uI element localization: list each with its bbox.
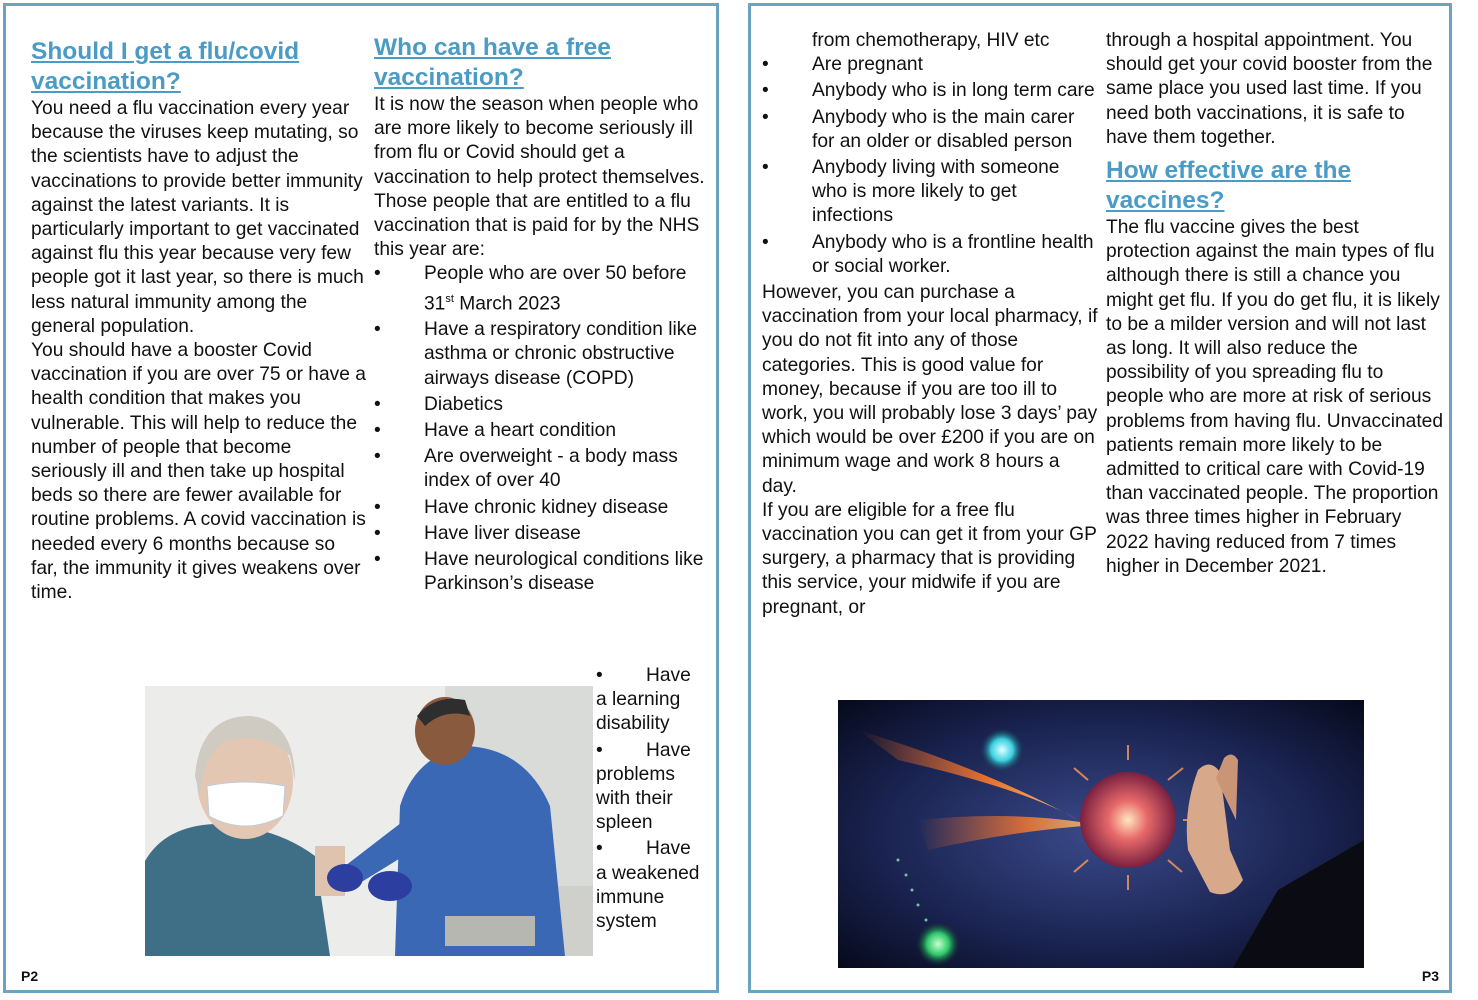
list-item: • Are pregnant	[762, 53, 1098, 77]
list-item: • Diabetics	[374, 393, 714, 417]
list-item: • People who are over 50 before 31st March 2023	[374, 262, 714, 316]
virus-hand-image	[838, 700, 1364, 968]
heading-should-i-get: Should I get a flu/covid vaccination?	[31, 38, 300, 95]
page-number: P2	[21, 968, 39, 984]
list-item: • Have chronic kidney disease	[374, 496, 714, 520]
list-item: • Have	[596, 838, 691, 860]
list-item: • Have liver disease	[374, 522, 714, 546]
column-effective	[1106, 29, 1446, 579]
para-flu-yearly: You need a flu vaccination every year because the viruses keep mutating, so the scientists have to adjust the vaccinations to provide better immunity against the latest variants. It is particularly important to get vaccinated against flu this year because very few people got it last year, so there is much less natural immunity among the general population.	[31, 98, 364, 337]
column-eligibility-cont	[762, 29, 1098, 620]
heading-how-effective: How effective are the vaccines?	[1106, 157, 1352, 215]
list-item: • Anybody who is a frontline health or social worker.	[762, 231, 1098, 279]
vaccination-photo-illustration	[145, 686, 593, 956]
column-who-free	[374, 33, 714, 598]
para-season-intro: It is now the season when people who are more likely to become seriously ill from flu or Covid should get a vaccination to help protect themselves. Those people that are entitled to a flu vaccination that is paid for by the NHS this year are:	[374, 94, 705, 261]
para-booster-covid: You should have a booster Covid vaccination if you are over 75 or have a health condition that makes you vulnerable. This will help to reduce the number of people that become seriously ill and then take up hospital beds so there are fewer available for routine problems. A covid vaccination is needed every 6 months because so far, the immunity it gives weakens over time.	[31, 340, 366, 604]
list-item: • Anybody who is in long term care	[762, 79, 1098, 103]
list-continuation: from chemotherapy, HIV etc	[812, 30, 1050, 51]
para-eligible-free: If you are eligible for a free flu vaccination you can get it from your GP surgery, a pharmacy that is providing this service, your midwife if you are pregnant, or	[762, 499, 1097, 618]
para-purchase-vaccination: However, you can purchase a vaccination from your local pharmacy, if you do not fit into any of those categories. This is good value for money, because if you are too ill to work, you will probably lose 3 days’ pay which would be over £200 if you are on minimum wage and work 8 hours a day.	[762, 282, 1098, 497]
list-item-text: a weakened immune system	[596, 862, 700, 933]
side-list-continuation	[596, 664, 708, 934]
page-number: P3	[1421, 968, 1439, 984]
column-flu-covid	[31, 37, 366, 605]
virus-hand-illustration	[838, 700, 1364, 968]
heading-who-can-have: Who can have a free vaccination?	[374, 34, 611, 91]
list-item: • Have	[596, 739, 691, 761]
list-item: • Have a heart condition	[374, 419, 714, 443]
list-item: • Have	[596, 665, 691, 686]
list-item: • Anybody living with someone who is more likely to get infections	[762, 156, 1098, 229]
page-p3	[748, 3, 1452, 993]
vaccination-photo	[145, 686, 593, 956]
list-item: • Anybody who is the main carer for an older or disabled person	[762, 106, 1098, 154]
para-hospital-cont: through a hospital appointment. You should get your covid booster from the same place you used last time. If you need both vaccinations, it is safe to have them together.	[1106, 30, 1433, 148]
para-flu-vaccine-protection: The flu vaccine gives the best protection against the main types of flu although there is still a chance you might get flu. If you do get flu, it is likely to be a milder version and will not last as long. It will also reduce the possibility of you spreading flu to people who are more at risk of serious problems from having flu. Unvaccinated patients remain more likely to be admitted to critical care with Covid-19 than vaccinated people. The proportion was three times higher in February 2022 having reduced from 7 times higher in December 2021.	[1106, 217, 1444, 577]
page-p2	[3, 3, 719, 993]
list-item: • Are overweight - a body mass index of over 40	[374, 445, 714, 493]
eligibility-list	[374, 262, 714, 596]
eligibility-list-cont	[762, 53, 1098, 279]
list-item-text: a learning disability	[596, 689, 681, 735]
list-item: • Have neurological conditions like Parkinson’s disease	[374, 548, 714, 596]
list-item: • Have a respiratory condition like asthma or chronic obstructive airways disease (COPD)	[374, 318, 714, 391]
list-item-text: problems with their spleen	[596, 763, 675, 834]
